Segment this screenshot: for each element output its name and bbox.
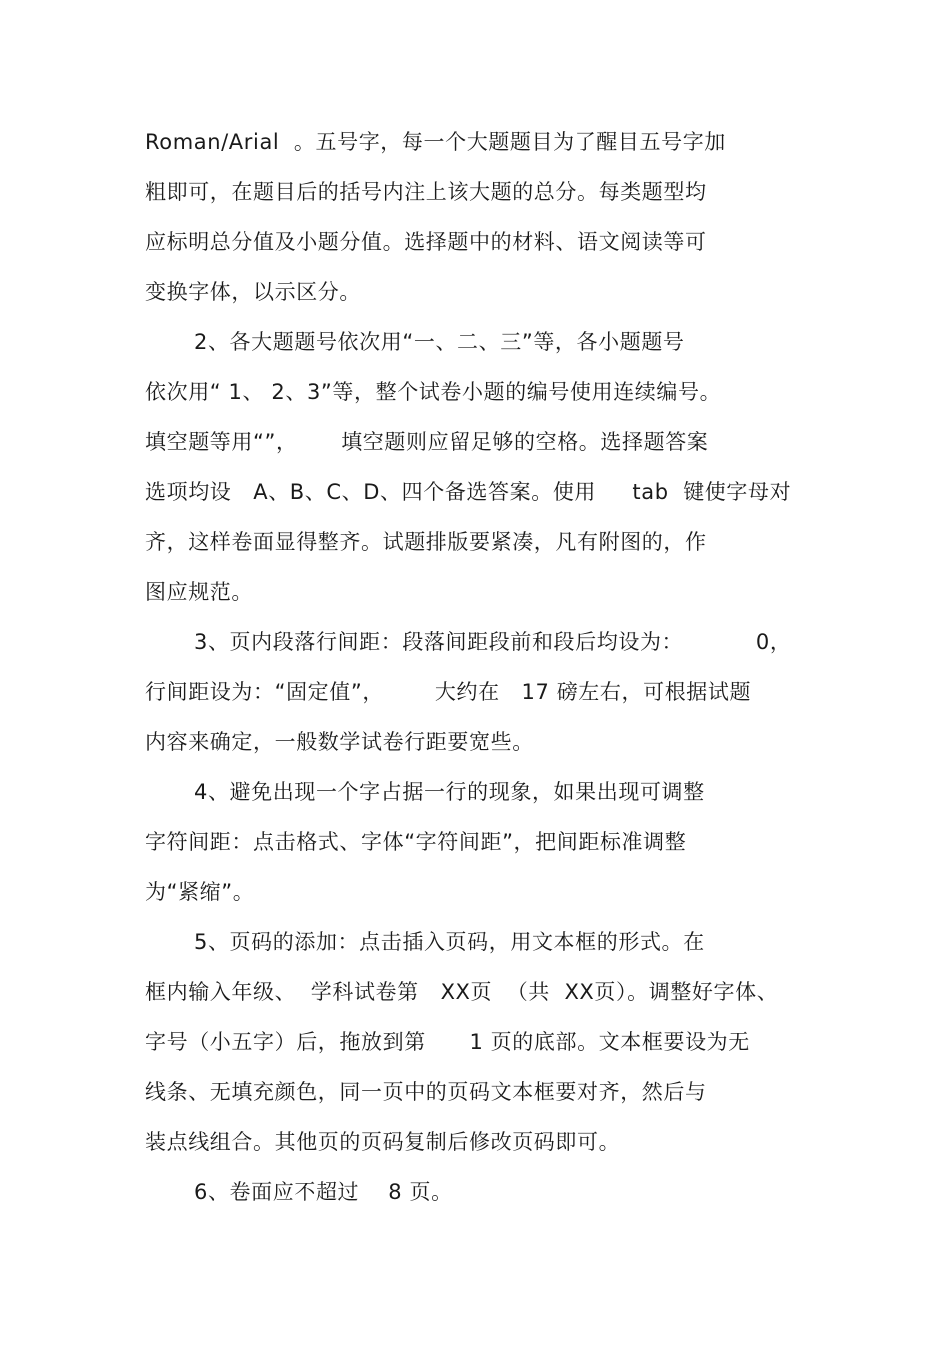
text-line-6: 依次用“ 1、 2、3”等，整个试卷小题的编号使用连续编号。 xyxy=(145,380,722,404)
text-line-8: 选项均设 A、B、C、D、四个备选答案。使用 tab 键使字母对 xyxy=(145,480,792,504)
text-line-22: 6、卷面应不超过 8 页。 xyxy=(194,1180,453,1204)
text-line-14: 4、避免出现一个字占据一行的现象，如果出现可调整 xyxy=(194,780,705,804)
text-line-2: 粗即可，在题目后的括号内注上该大题的总分。每类题型均 xyxy=(145,180,707,204)
text-line-1: Roman/Arial 。五号字，每一个大题题目为了醒目五号字加 xyxy=(145,130,726,154)
text-line-12: 行间距设为：“固定值”， 大约在 17 磅左右，可根据试题 xyxy=(145,680,752,704)
text-line-19: 字号（小五字）后，拖放到第 1 页的底部。文本框要设为无 xyxy=(145,1030,750,1054)
text-line-4: 变换字体，以示区分。 xyxy=(145,280,361,304)
text-line-15: 字符间距：点击格式、字体“字符间距”，把间距标准调整 xyxy=(145,830,687,854)
text-line-7: 填空题等用“”， 填空题则应留足够的空格。选择题答案 xyxy=(145,430,709,454)
text-line-18: 框内输入年级、 学科试卷第 XX页 （共 XX页）。调整好字体、 xyxy=(145,980,779,1004)
text-line-13: 内容来确定，一般数学试卷行距要宽些。 xyxy=(145,730,534,754)
text-line-16: 为“紧缩”。 xyxy=(145,880,255,904)
text-line-17: 5、页码的添加：点击插入页码，用文本框的形式。在 xyxy=(194,930,705,954)
text-line-11: 3、页内段落行间距：段落间距段前和段后均设为： 0， xyxy=(194,630,792,654)
text-line-3: 应标明总分值及小题分值。选择题中的材料、语文阅读等可 xyxy=(145,230,707,254)
text-line-5: 2、各大题题号依次用“一、二、三”等，各小题题号 xyxy=(194,330,685,354)
text-line-10: 图应规范。 xyxy=(145,580,253,604)
text-line-9: 齐，这样卷面显得整齐。试题排版要紧凑，凡有附图的，作 xyxy=(145,530,707,554)
text-line-21: 装点线组合。其他页的页码复制后修改页码即可。 xyxy=(145,1130,621,1154)
text-line-20: 线条、无填充颜色，同一页中的页码文本框要对齐，然后与 xyxy=(145,1080,707,1104)
